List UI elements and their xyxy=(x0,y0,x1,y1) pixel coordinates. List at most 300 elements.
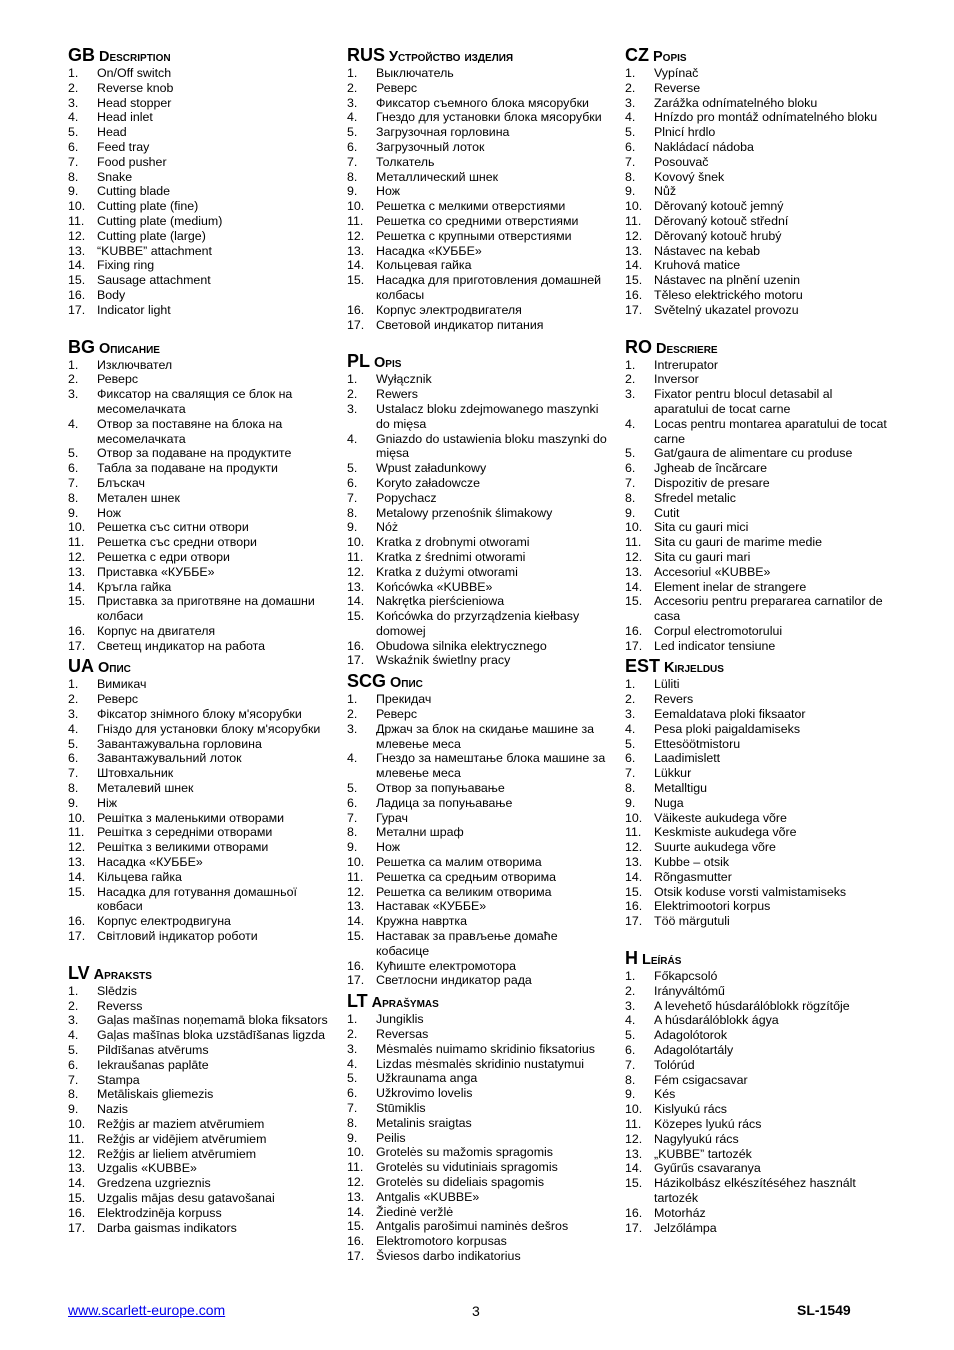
item-number: 11. xyxy=(68,213,85,228)
item-label: Кућиште електромотора xyxy=(376,958,516,973)
parts-list xyxy=(347,372,609,668)
item-label: Нож xyxy=(376,184,400,199)
list-item xyxy=(347,840,609,855)
item-label: Корпус электродвигателя xyxy=(376,302,522,317)
item-label: Sita cu gauri mari xyxy=(654,549,751,564)
item-number: 9. xyxy=(68,1102,79,1117)
item-number: 16. xyxy=(347,302,365,317)
list-item xyxy=(625,781,887,796)
list-item xyxy=(625,110,887,125)
item-label: Nástavec na plnění uzenin xyxy=(654,273,801,288)
item-number: 3. xyxy=(347,401,358,416)
item-label: Jelzőlámpa xyxy=(654,1220,717,1235)
section-ro xyxy=(625,336,887,654)
item-number: 2. xyxy=(68,80,79,95)
item-label: Корпус електродвигуна xyxy=(97,914,231,929)
item-label: Keskmiste aukudega võre xyxy=(654,825,797,840)
parts-list xyxy=(68,984,334,1236)
language-code: BG xyxy=(68,336,95,357)
section-spacer xyxy=(347,332,609,350)
item-number: 8. xyxy=(625,781,636,796)
item-label: Lükkur xyxy=(654,766,692,781)
list-item xyxy=(68,214,334,229)
item-number: 16. xyxy=(625,1205,643,1220)
list-item xyxy=(625,81,887,96)
item-label: Posouvač xyxy=(654,154,709,169)
list-item xyxy=(625,1102,887,1117)
list-item xyxy=(625,258,887,273)
language-code: LV xyxy=(68,962,90,983)
item-label: Gyűrűs csavaranya xyxy=(654,1161,761,1176)
item-label: Блъскач xyxy=(97,475,145,490)
list-item xyxy=(625,855,887,870)
item-label: Фиксатор съемного блока мясорубки xyxy=(376,95,589,110)
item-number: 3. xyxy=(68,387,79,402)
list-item xyxy=(347,796,609,811)
item-number: 12. xyxy=(68,840,86,855)
parts-list xyxy=(68,66,334,318)
item-label: Kruhová matice xyxy=(654,258,741,273)
list-item xyxy=(347,914,609,929)
parts-list xyxy=(347,1012,609,1264)
section-spacer xyxy=(625,318,887,336)
item-label: Reverse xyxy=(654,80,701,95)
item-label: Kratka z dużymi otworami xyxy=(376,564,518,579)
item-label: Отвор за подаване на продуктите xyxy=(97,446,292,461)
item-label: Cutting plate (large) xyxy=(97,228,206,243)
item-number: 14. xyxy=(347,594,365,609)
item-label: Metalowy przenośnik ślimakowy xyxy=(376,505,553,520)
item-number: 8. xyxy=(68,490,79,505)
parts-list xyxy=(68,677,334,943)
item-number: 1. xyxy=(347,372,358,387)
list-item xyxy=(68,1206,334,1221)
item-label: Решетка са великим отворима xyxy=(376,884,552,899)
language-code: RUS xyxy=(347,45,386,65)
item-label: A levehető húsdarálóblokk rögzítője xyxy=(654,998,850,1013)
item-number: 4. xyxy=(347,431,358,446)
list-item xyxy=(68,639,334,654)
item-label: Корпус на двигателя xyxy=(97,623,216,638)
item-label: Cutting plate (medium) xyxy=(97,213,223,228)
item-number: 9. xyxy=(625,505,636,520)
item-number: 11. xyxy=(347,869,364,884)
item-label: Pesa ploki paigaldamiseks xyxy=(654,721,801,736)
item-number: 10. xyxy=(625,810,643,825)
list-item xyxy=(347,899,609,914)
item-label: Fém csigacsavar xyxy=(654,1072,748,1087)
item-label: Nástavec na kebab xyxy=(654,243,761,258)
item-number: 11. xyxy=(625,825,642,840)
item-label: Wpust załadunkowy xyxy=(376,461,487,476)
item-number: 2. xyxy=(68,998,79,1013)
item-number: 1. xyxy=(68,357,79,372)
item-number: 2. xyxy=(625,80,636,95)
item-number: 7. xyxy=(625,154,636,169)
item-number: 15. xyxy=(625,884,643,899)
list-item xyxy=(68,446,334,461)
item-label: Užkraunama anga xyxy=(376,1071,478,1086)
list-item xyxy=(625,1221,887,1236)
list-item xyxy=(625,692,887,707)
section-h xyxy=(625,947,887,1235)
item-number: 6. xyxy=(347,475,358,490)
item-number: 11. xyxy=(625,535,642,550)
item-number: 4. xyxy=(625,110,636,125)
section-title: Aprašymas xyxy=(371,995,439,1012)
item-number: 12. xyxy=(68,1146,86,1161)
item-number: 15. xyxy=(625,273,643,288)
item-label: Решітка з середніми отворами xyxy=(97,825,273,840)
item-number: 17. xyxy=(625,914,643,929)
list-item xyxy=(625,229,887,244)
item-label: Šviesos darbo indikatorius xyxy=(376,1248,521,1263)
item-number: 13. xyxy=(625,243,643,258)
item-number: 9. xyxy=(347,184,358,199)
list-item xyxy=(68,81,334,96)
list-item xyxy=(625,737,887,752)
item-number: 9. xyxy=(68,505,79,520)
item-number: 6. xyxy=(68,139,79,154)
list-item xyxy=(347,639,609,654)
list-item xyxy=(347,155,609,170)
list-item xyxy=(625,140,887,155)
column-left xyxy=(68,44,334,1235)
list-item xyxy=(68,811,334,826)
list-item xyxy=(347,594,609,609)
parts-list xyxy=(625,66,887,318)
list-item xyxy=(625,1147,887,1162)
item-label: Body xyxy=(97,287,126,302)
item-number: 5. xyxy=(347,125,358,140)
item-number: 17. xyxy=(68,302,86,317)
list-item xyxy=(68,624,334,639)
item-number: 14. xyxy=(68,869,86,884)
item-number: 14. xyxy=(625,258,643,273)
list-item xyxy=(68,594,334,624)
item-number: 6. xyxy=(625,461,636,476)
item-number: 5. xyxy=(347,461,358,476)
item-number: 5. xyxy=(68,736,79,751)
item-label: Töö märgutuli xyxy=(654,914,730,929)
item-number: 8. xyxy=(68,1087,79,1102)
item-label: Rewers xyxy=(376,387,418,402)
item-number: 3. xyxy=(625,707,636,722)
item-number: 15. xyxy=(347,1219,365,1234)
section-heading xyxy=(347,990,609,1010)
list-item xyxy=(68,387,334,417)
item-label: Светлосни индикатор рада xyxy=(376,973,532,988)
list-item xyxy=(625,984,887,999)
item-label: Cutting plate (fine) xyxy=(97,199,199,214)
item-number: 11. xyxy=(347,1160,364,1175)
list-item xyxy=(68,1058,334,1073)
item-number: 13. xyxy=(625,1146,643,1161)
item-label: Метални шраф xyxy=(376,825,464,840)
item-label: Kés xyxy=(654,1087,676,1102)
item-label: Выключатель xyxy=(376,66,454,80)
item-number: 10. xyxy=(347,855,365,870)
section-title: Descriere xyxy=(656,340,718,357)
item-number: 14. xyxy=(625,1161,643,1176)
list-item xyxy=(68,358,334,373)
item-number: 16. xyxy=(347,1234,365,1249)
list-item xyxy=(347,125,609,140)
list-item xyxy=(68,737,334,752)
item-label: Cutting blade xyxy=(97,184,171,199)
item-number: 6. xyxy=(625,751,636,766)
item-number: 13. xyxy=(625,855,643,870)
item-number: 8. xyxy=(347,169,358,184)
list-item xyxy=(625,1028,887,1043)
item-number: 8. xyxy=(68,169,79,184)
section-scg xyxy=(347,670,609,988)
item-number: 6. xyxy=(625,139,636,154)
list-item xyxy=(68,506,334,521)
list-item xyxy=(68,781,334,796)
section-title: Description xyxy=(99,49,171,65)
item-label: Gredzena uzgrieznis xyxy=(97,1176,211,1191)
item-label: Grotelės su mažomis spragomis xyxy=(376,1145,553,1160)
item-label: Elektromotoro korpusas xyxy=(376,1234,507,1249)
list-item xyxy=(625,476,887,491)
list-item xyxy=(347,692,609,707)
page-number: 3 xyxy=(472,1303,480,1319)
item-label: Reverse knob xyxy=(97,80,174,95)
item-label: Kratka z średnimi otworami xyxy=(376,549,526,564)
list-item xyxy=(625,535,887,550)
list-item xyxy=(347,973,609,988)
list-item xyxy=(68,520,334,535)
item-label: Нож xyxy=(97,505,121,520)
list-item xyxy=(625,825,887,840)
item-label: Kratka z drobnymi otworami xyxy=(376,535,530,550)
item-number: 7. xyxy=(347,490,358,505)
item-number: 4. xyxy=(625,721,636,736)
item-label: Užkrovimo lovelis xyxy=(376,1086,473,1101)
list-item xyxy=(625,372,887,387)
item-label: Iekraušanas paplāte xyxy=(97,1057,209,1072)
item-number: 12. xyxy=(625,228,643,243)
list-item xyxy=(625,639,887,654)
item-number: 7. xyxy=(68,475,79,490)
item-label: Elektrodzinēja korpuss xyxy=(97,1205,222,1220)
parts-list xyxy=(347,66,609,332)
item-number: 4. xyxy=(68,721,79,736)
list-item xyxy=(347,707,609,722)
item-number: 17. xyxy=(68,929,86,944)
item-number: 4. xyxy=(625,1013,636,1028)
parts-list xyxy=(68,358,334,654)
item-number: 15. xyxy=(68,273,86,288)
item-label: Accesoriu pentru prepararea carnatilor de casa xyxy=(654,594,883,624)
website-link[interactable]: www.scarlett-europe.com xyxy=(68,1302,226,1318)
item-number: 6. xyxy=(68,461,79,476)
list-item xyxy=(347,1145,609,1160)
item-label: Nakrętka pierścieniowa xyxy=(376,594,505,609)
parts-list xyxy=(347,692,609,988)
item-label: Светещ индикатор на работа xyxy=(97,638,266,653)
list-item xyxy=(68,1073,334,1088)
item-label: Jungiklis xyxy=(376,1012,424,1027)
item-number: 13. xyxy=(68,564,86,579)
item-number: 14. xyxy=(347,914,365,929)
item-number: 11. xyxy=(68,535,85,550)
list-item xyxy=(68,1191,334,1206)
item-number: 13. xyxy=(347,243,365,258)
item-label: Darba gaismas indikators xyxy=(97,1220,237,1235)
list-item xyxy=(68,96,334,111)
item-label: Загрузочная горловина xyxy=(376,125,510,140)
item-label: Kislyukú rács xyxy=(654,1102,727,1117)
item-label: Wyłącznik xyxy=(376,372,432,387)
section-rus xyxy=(347,44,609,332)
item-number: 4. xyxy=(347,110,358,125)
list-item xyxy=(347,1012,609,1027)
item-label: Приставка «КУББЕ» xyxy=(97,564,215,579)
section-heading xyxy=(347,350,609,370)
item-label: Mėsmalės nuimamo skridinio fiksatorius xyxy=(376,1041,595,1056)
item-label: Head xyxy=(97,125,127,140)
item-number: 5. xyxy=(625,446,636,461)
list-item xyxy=(625,624,887,639)
item-number: 5. xyxy=(68,446,79,461)
list-item xyxy=(68,491,334,506)
item-label: Решетка са средњим отворима xyxy=(376,869,556,884)
item-label: Cutit xyxy=(654,505,680,520)
item-number: 6. xyxy=(347,1086,358,1101)
list-item xyxy=(347,229,609,244)
list-item xyxy=(68,1013,334,1028)
item-label: Laadimislett xyxy=(654,751,721,766)
item-number: 10. xyxy=(68,199,86,214)
item-number: 2. xyxy=(347,1027,358,1042)
list-item xyxy=(625,550,887,565)
item-label: Irányváltómű xyxy=(654,983,725,998)
item-number: 6. xyxy=(625,1043,636,1058)
item-label: Rõngasmutter xyxy=(654,869,732,884)
list-item xyxy=(68,751,334,766)
list-item xyxy=(68,914,334,929)
list-item xyxy=(347,1042,609,1057)
list-item xyxy=(68,692,334,707)
item-label: Head inlet xyxy=(97,110,153,125)
item-label: Гнездо за намештање блока машине за млевење меса xyxy=(376,751,606,781)
item-label: Stūmiklis xyxy=(376,1101,426,1115)
item-number: 17. xyxy=(68,638,86,653)
list-item xyxy=(625,594,887,624)
language-code: RO xyxy=(625,336,652,357)
list-item xyxy=(347,1205,609,1220)
parts-list xyxy=(625,358,887,654)
item-label: Stampa xyxy=(97,1072,140,1087)
section-heading xyxy=(68,336,334,356)
section-heading xyxy=(347,670,609,690)
language-code: SCG xyxy=(347,671,387,692)
item-number: 8. xyxy=(625,1072,636,1087)
item-label: Решітка з великими отворами xyxy=(97,840,269,855)
item-number: 13. xyxy=(68,243,86,258)
item-number: 9. xyxy=(68,184,79,199)
item-label: Фіксатор знімного блоку м'ясорубки xyxy=(97,707,302,722)
section-title: Опис xyxy=(390,675,423,692)
item-label: Nuga xyxy=(654,795,684,810)
item-label: Решетка със средни отвори xyxy=(97,535,257,550)
item-number: 15. xyxy=(68,884,86,899)
list-item xyxy=(625,199,887,214)
item-number: 6. xyxy=(347,795,358,810)
list-item xyxy=(625,244,887,259)
item-number: 17. xyxy=(625,638,643,653)
list-item xyxy=(625,520,887,535)
item-number: 1. xyxy=(347,1012,358,1027)
list-item xyxy=(347,273,609,303)
item-label: Sita cu gauri de marime medie xyxy=(654,535,823,550)
list-item xyxy=(347,1116,609,1131)
list-item xyxy=(625,1132,887,1147)
list-item xyxy=(68,677,334,692)
list-item xyxy=(347,214,609,229)
item-label: Металевий шнек xyxy=(97,781,194,796)
list-item xyxy=(347,387,609,402)
column-middle xyxy=(347,44,609,1264)
item-label: Sausage attachment xyxy=(97,273,211,288)
list-item xyxy=(68,476,334,491)
item-label: Кільцева гайка xyxy=(97,869,182,884)
section-heading xyxy=(625,947,887,967)
section-cz xyxy=(625,44,887,318)
item-number: 5. xyxy=(347,1071,358,1086)
item-number: 17. xyxy=(347,973,365,988)
list-item xyxy=(625,170,887,185)
section-pl xyxy=(347,350,609,668)
item-label: Metalinis sraigtas xyxy=(376,1115,472,1130)
item-label: Inversor xyxy=(654,372,699,387)
section-lt xyxy=(347,990,609,1264)
list-item xyxy=(347,432,609,462)
list-item xyxy=(347,1071,609,1086)
item-label: Väikeste aukudega võre xyxy=(654,810,787,825)
list-item xyxy=(68,1087,334,1102)
item-number: 8. xyxy=(625,490,636,505)
item-label: Завантажувальний лоток xyxy=(97,751,242,766)
item-label: Nakládací nádoba xyxy=(654,139,754,154)
item-label: Režģis ar vidējiem atvērumiem xyxy=(97,1131,267,1146)
list-item xyxy=(347,550,609,565)
list-item xyxy=(625,840,887,855)
item-label: Grotelės su vidutiniais spragomis xyxy=(376,1160,558,1175)
item-number: 10. xyxy=(68,1117,86,1131)
item-label: Metalltigu xyxy=(654,781,708,796)
item-number: 14. xyxy=(68,1176,86,1191)
list-item xyxy=(68,870,334,885)
column-right xyxy=(625,44,887,1235)
item-label: Lizdas mėsmalės skridinio nustatymui xyxy=(376,1056,584,1071)
item-number: 12. xyxy=(68,549,86,564)
list-item xyxy=(68,273,334,288)
item-label: Држач за блок на скидање машине за млевење меса xyxy=(376,721,595,751)
item-number: 1. xyxy=(625,357,636,372)
item-number: 1. xyxy=(68,983,79,998)
item-number: 17. xyxy=(347,653,365,668)
list-item xyxy=(347,1086,609,1101)
section-title: Kirjeldus xyxy=(664,660,724,677)
section-title: Opis xyxy=(374,355,402,372)
item-number: 17. xyxy=(347,317,365,332)
list-item xyxy=(347,110,609,125)
item-number: 14. xyxy=(625,579,643,594)
list-item xyxy=(347,402,609,432)
